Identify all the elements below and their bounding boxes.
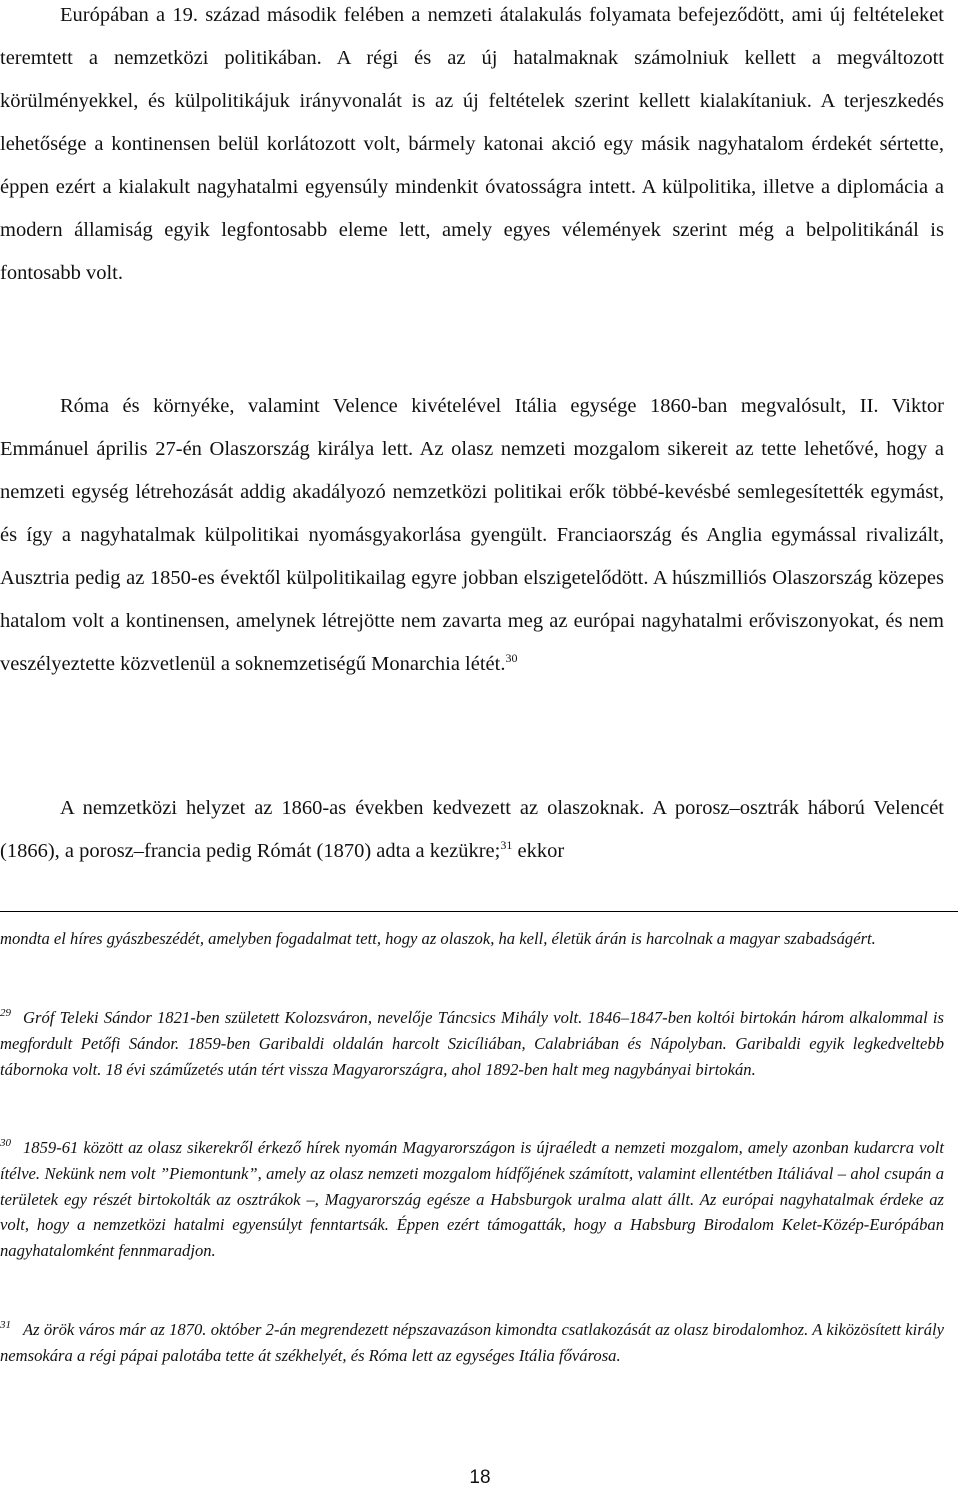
paragraph-3-tail: ekkor [512, 840, 565, 862]
footnote-29-text: Gróf Teleki Sándor 1821-ben született Kolozsváron, nevelője Táncsics Mihály volt. 1846–1847-ben koltói birtokán három alkalommal is megfordult Petőfi Sándor. 1859-ben Garibaldi oldalán harcolt Szicíliában, Calabriában és Nápolyban. Garibaldi egyik legkedveltebb tábornoka volt. 18 évi száműzetés után tért vissza Magyarországra, ahol 1892-ben halt meg nagybányai birtokán. [0, 1008, 944, 1079]
footnote-ref-30[interactable]: 30 [505, 651, 518, 665]
footnote-ref-31[interactable]: 31 [500, 838, 513, 852]
paragraph-2 [0, 385, 944, 686]
footnote-31-text: Az örök város már az 1870. október 2-án megrendezett népszavazáson kimondta csatlakozását az olasz birodalomhoz. A kiközösített király nemsokára a régi pápai palotába tette át székhelyét, és Róma lett az egységes Itália fővárosa. [0, 1320, 944, 1365]
footnote-29-number: 29 [0, 1007, 11, 1019]
footnote-30-number: 30 [0, 1137, 11, 1149]
footnote-separator [0, 911, 958, 912]
footnote-31-number: 31 [0, 1319, 11, 1331]
footnote-30-text: 1859-61 között az olasz sikerekről érkező hírek nyomán Magyarországon is újraéledt a nemzeti mozgalom, amely azonban kudarcra volt ítélve. Nekünk nem volt ”Piemontunk”, amely az olasz nemzeti mozgalom hídfőjének számított, valamint ellentétben Itáliával – ahol csupán a területek egy részét birtokolták az osztrákok –, Magyarország egésze a Habsburgok uralma alatt állt. Az európai nagyhatalmak érdeke az volt, hogy a nemzetközi hatalmi egyensúlyt fenntartsák. Éppen ezért támogatták, hogy a Habsburg Birodalom Kelet-Közép-Európában nagyhatalomként fennmaradjon. [0, 1138, 944, 1261]
footnote-29 [0, 1005, 944, 1082]
paragraph-1-text: Európában a 19. század második felében a nemzeti átalakulás folyamata befejeződött, ami új feltételeket teremtett a nemzetközi politikában. A régi és az új hatalmaknak számolniuk kellett a megváltozott körülményekkel, és külpolitikájuk irányvonalát is az új feltételek szerint kellett kialakítaniuk. A terjeszkedés lehetősége a kontinensen belül korlátozott volt, bármely katonai akció egy másik nagyhatalom érdekét sértette, éppen ezért a kialakult nagyhatalmi egyensúly mindenkit óvatosságra intett. A külpolitika, illetve a diplomácia a modern államiság egyik legfontosabb eleme lett, amely egyes vélemények szerint még a belpolitikánál is fontosabb volt. [0, 4, 944, 284]
paragraph-1 [0, 0, 944, 295]
footnote-30 [0, 1135, 944, 1264]
paragraph-3-text: A nemzetközi helyzet az 1860-as években kedvezett az olaszoknak. A porosz–osztrák háború Velencét (1866), a porosz–francia pedig Rómát (1870) adta a kezükre; [0, 797, 944, 862]
footnote-31 [0, 1317, 944, 1369]
footnote-continuation: mondta el híres gyászbeszédét, amelyben fogadalmat tett, hogy az olaszok, ha kell, életük árán is harcolnak a magyar szabadságért. [0, 929, 876, 948]
paragraph-3 [0, 787, 944, 873]
page-number: 18 [469, 1467, 491, 1488]
paragraph-2-text: Róma és környéke, valamint Velence kivételével Itália egysége 1860-ban megvalósult, II. Viktor Emmánuel április 27-én Olaszország királya lett. Az olasz nemzeti mozgalom sikereit az tette lehetővé, hogy a nemzeti egység létrehozását addig akadályozó nemzetközi politikai erők többé-kevésbé semlegesítették egymást, és így a nagyhatalmak külpolitikai nyomásgyakorlása gyengült. Franciaország és Anglia egymással rivalizált, Ausztria pedig az 1850-es évektől külpolitikailag egyre jobban elszigetelődött. A húszmilliós Olaszország közepes hatalom volt a kontinensen, amelynek létrejötte nem zavarta meg az európai nagyhatalmi erőviszonyokat, és nem veszélyeztette közvetlenül a soknemzetiségű Monarchia létét. [0, 395, 944, 675]
